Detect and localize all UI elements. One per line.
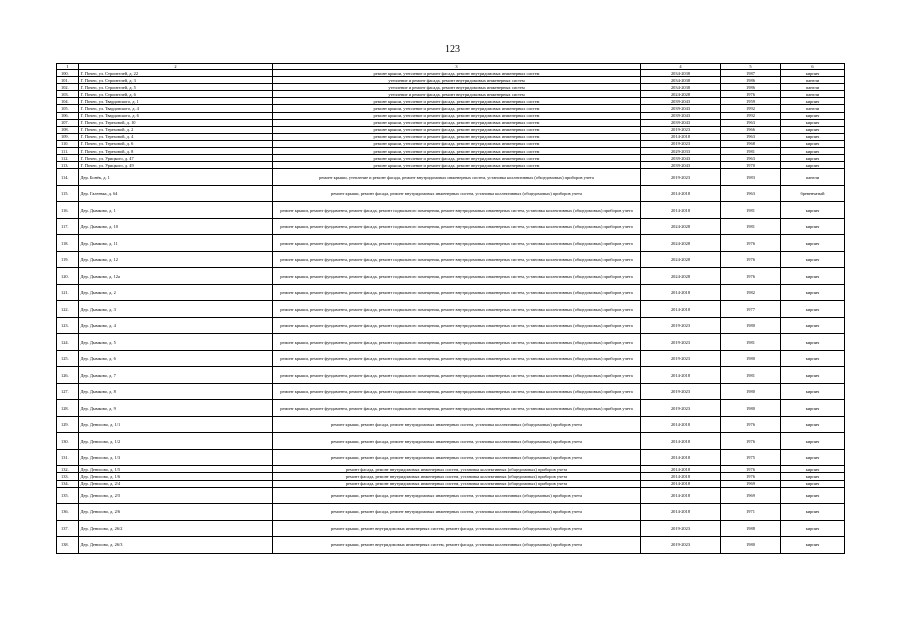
address-cell: Дер. Дымково, д. 6 (79, 350, 273, 367)
table-row (57, 433, 845, 450)
material-cell: кирпич (781, 251, 845, 268)
period-cell: 2014-2018 (641, 487, 721, 504)
header-cell: 4 (641, 64, 721, 70)
row-number: 137. (57, 520, 79, 537)
material-cell: панели (781, 105, 845, 112)
address-cell: Г. Почеп, ул. Тереховой, д. 10 (79, 119, 273, 126)
period-cell: 2014-2018 (641, 504, 721, 521)
table-row (57, 473, 845, 480)
year-cell: 1981 (721, 218, 781, 235)
material-cell: кирпич (781, 449, 845, 466)
address-cell: Дер. Дымково, д. 10 (79, 218, 273, 235)
row-number: 108. (57, 126, 79, 133)
address-cell: Дер. Денисово, д. 26/2 (79, 520, 273, 537)
works-cell: ремонт крыши, утепление и ремонт фасада, ремонт внутридомовых инженерных систем (273, 155, 641, 162)
works-cell: ремонт крыши, ремонт фундамента, ремонт фасада, ремонт подвального помещения, ремонт внутридомовых инженерных систем, установка коллективных (общедомовых) приборов учета (273, 251, 641, 268)
year-cell: 1980 (721, 317, 781, 334)
material-cell: кирпич (781, 112, 845, 119)
period-cell: 2014-2018 (641, 185, 721, 202)
row-number: 106. (57, 112, 79, 119)
works-cell: ремонт фасада, ремонт внутридомовых инженерных систем, установка коллективных (общедомовых) приборов учета (273, 473, 641, 480)
year-cell: 1971 (721, 504, 781, 521)
table-row (57, 367, 845, 384)
material-cell: бревенчатый (781, 185, 845, 202)
table-row (57, 140, 845, 147)
table-row (57, 537, 845, 554)
works-cell: ремонт крыши, утепление и ремонт фасада, ремонт внутридомовых инженерных систем (273, 98, 641, 105)
works-cell: ремонт крыши, ремонт фасада, ремонт внутридомовых инженерных систем, установка коллективных (общедомовых) приборов учета (273, 449, 641, 466)
address-cell: Дер. Дымково, д. 11 (79, 235, 273, 252)
address-cell: Г. Почеп, ул. Тереховой, д. 4 (79, 133, 273, 140)
year-cell: 1976 (721, 433, 781, 450)
material-cell: кирпич (781, 202, 845, 219)
material-cell: панели (781, 169, 845, 186)
table-row (57, 185, 845, 202)
address-cell: Дер. Галеевка, д. 64 (79, 185, 273, 202)
table-row (57, 133, 845, 140)
year-cell: 1959 (721, 98, 781, 105)
header-cell: 1 (57, 64, 79, 70)
material-cell: кирпич (781, 383, 845, 400)
row-number: 129. (57, 416, 79, 433)
row-number: 124. (57, 334, 79, 351)
material-cell: кирпич (781, 119, 845, 126)
works-cell: ремонт крыши, ремонт фундамента, ремонт фасада, ремонт подвального помещения, ремонт внутридомовых инженерных систем, установка коллективных (общедомовых) приборов учета (273, 317, 641, 334)
row-number: 105. (57, 105, 79, 112)
table-row (57, 84, 845, 91)
address-cell: Дер. Денисово, д. 1/3 (79, 449, 273, 466)
material-cell: кирпич (781, 218, 845, 235)
period-cell: 2039-2043 (641, 162, 721, 169)
row-number: 107. (57, 119, 79, 126)
address-cell: Г. Почеп, ул. Тереховой, д. 6 (79, 140, 273, 147)
material-cell: кирпич (781, 350, 845, 367)
period-cell: 2019-2023 (641, 537, 721, 554)
row-number: 128. (57, 400, 79, 417)
material-cell: кирпич (781, 317, 845, 334)
material-cell: кирпич (781, 416, 845, 433)
material-cell: кирпич (781, 433, 845, 450)
works-cell: ремонт крыши, ремонт фундамента, ремонт фасада, ремонт подвального помещения, ремонт внутридомовых инженерных систем, установка коллективных (общедомовых) приборов учета (273, 202, 641, 219)
material-cell: кирпич (781, 162, 845, 169)
works-cell: ремонт крыши, ремонт фасада, ремонт внутридомовых инженерных систем, установка коллективных (общедомовых) приборов учета (273, 504, 641, 521)
works-cell: ремонт крыши, утепление и ремонт фасада, ремонт внутридомовых инженерных систем (273, 162, 641, 169)
row-number: 132. (57, 466, 79, 473)
period-cell: 2019-2023 (641, 169, 721, 186)
row-number: 120. (57, 268, 79, 285)
year-cell: 1988 (721, 520, 781, 537)
table-row (57, 77, 845, 84)
year-cell: 1983 (721, 169, 781, 186)
header-cell: 2 (79, 64, 273, 70)
address-cell: Г. Почеп, ул. Тереховой, д. 8 (79, 148, 273, 155)
table-row (57, 218, 845, 235)
period-cell: 2014-2018 (641, 301, 721, 318)
row-number: 138. (57, 537, 79, 554)
period-cell: 2019-2023 (641, 317, 721, 334)
works-cell: утепление и ремонт фасада, ремонт внутридомовых инженерных систем (273, 84, 641, 91)
period-cell: 2014-2018 (641, 466, 721, 473)
material-cell: кирпич (781, 98, 845, 105)
material-cell: кирпич (781, 235, 845, 252)
works-cell: ремонт крыши, утепление и ремонт фасада, ремонт внутридомовых инженерных систем (273, 70, 641, 77)
row-number: 135. (57, 487, 79, 504)
address-cell: Дер. Денисово, д. 2/5 (79, 487, 273, 504)
row-number: 102. (57, 84, 79, 91)
material-cell: кирпич (781, 284, 845, 301)
address-cell: Дер. Дымково, д. 3 (79, 301, 273, 318)
period-cell: 2014-2018 (641, 416, 721, 433)
address-cell: Г. Почеп, ул. Твардовского, д. 1 (79, 98, 273, 105)
works-cell: ремонт фасада, ремонт внутридомовых инженерных систем, установка коллективных (общедомовых) приборов учета (273, 480, 641, 487)
address-cell: Г. Почеп, ул. Твардовского, д. 4 (79, 105, 273, 112)
period-cell: 2014-2018 (641, 480, 721, 487)
material-cell: кирпич (781, 487, 845, 504)
material-cell: кирпич (781, 268, 845, 285)
repair-schedule-table (56, 63, 845, 554)
table-row (57, 487, 845, 504)
period-cell: 2034-2038 (641, 70, 721, 77)
header-cell: 6 (781, 64, 845, 70)
works-cell: ремонт крыши, ремонт фундамента, ремонт фасада, ремонт подвального помещения, ремонт внутридомовых инженерных систем, установка коллективных (общедомовых) приборов учета (273, 367, 641, 384)
works-cell: ремонт фасада, ремонт внутридомовых инженерных систем, установка коллективных (общедомовых) приборов учета (273, 466, 641, 473)
row-number: 114. (57, 169, 79, 186)
table-row (57, 317, 845, 334)
table-row (57, 202, 845, 219)
row-number: 127. (57, 383, 79, 400)
year-cell: 1975 (721, 449, 781, 466)
works-cell: ремонт крыши, ремонт фундамента, ремонт фасада, ремонт подвального помещения, ремонт внутридомовых инженерных систем, установка коллективных (общедомовых) приборов учета (273, 334, 641, 351)
row-number: 125. (57, 350, 79, 367)
works-cell: ремонт крыши, ремонт фундамента, ремонт фасада, ремонт подвального помещения, ремонт внутридомовых инженерных систем, установка коллективных (общедомовых) приборов учета (273, 284, 641, 301)
table-row (57, 105, 845, 112)
material-cell: кирпич (781, 301, 845, 318)
year-cell: 1992 (721, 105, 781, 112)
row-number: 109. (57, 133, 79, 140)
header-cell: 5 (721, 64, 781, 70)
works-cell: ремонт крыши, ремонт фундамента, ремонт фасада, ремонт подвального помещения, ремонт внутридомовых инженерных систем, установка коллективных (общедомовых) приборов учета (273, 268, 641, 285)
works-cell: ремонт крыши, ремонт фасада, ремонт внутридомовых инженерных систем, установка коллективных (общедомовых) приборов учета (273, 185, 641, 202)
table-row (57, 301, 845, 318)
year-cell: 1976 (721, 251, 781, 268)
address-cell: Дер. Дымково, д. 4 (79, 317, 273, 334)
period-cell: 2039-2043 (641, 119, 721, 126)
row-number: 130. (57, 433, 79, 450)
page-number: 123 (445, 44, 460, 55)
material-cell: кирпич (781, 466, 845, 473)
table-row (57, 148, 845, 155)
row-number: 110. (57, 140, 79, 147)
table-row (57, 504, 845, 521)
works-cell: ремонт крыши, утепление и ремонт фасада, ремонт внутридомовых инженерных систем (273, 126, 641, 133)
material-cell: кирпич (781, 504, 845, 521)
year-cell: 1981 (721, 202, 781, 219)
table-row (57, 480, 845, 487)
year-cell: 1966 (721, 126, 781, 133)
row-number: 118. (57, 235, 79, 252)
material-cell: кирпич (781, 133, 845, 140)
table-row (57, 334, 845, 351)
works-cell: ремонт крыши, утепление и ремонт фасада, ремонт внутридомовых инженерных систем (273, 112, 641, 119)
table-body (57, 64, 845, 554)
period-cell: 2029-2033 (641, 148, 721, 155)
period-cell: 2014-2018 (641, 473, 721, 480)
period-cell: 2034-2038 (641, 77, 721, 84)
year-cell: 1963 (721, 155, 781, 162)
address-cell: Дер. Денисово, д. 2/6 (79, 504, 273, 521)
row-number: 117. (57, 218, 79, 235)
period-cell: 2014-2018 (641, 433, 721, 450)
table-row (57, 449, 845, 466)
table-row (57, 169, 845, 186)
material-cell: кирпич (781, 140, 845, 147)
row-number: 104. (57, 98, 79, 105)
row-number: 116. (57, 202, 79, 219)
works-cell: ремонт крыши, ремонт внутридомовых инженерных систем, ремонт фасада, установка коллективных (общедомовых) приборов учета (273, 520, 641, 537)
year-cell: 1976 (721, 416, 781, 433)
works-cell: ремонт крыши, утепление и ремонт фасада, ремонт внутридомовых инженерных систем (273, 148, 641, 155)
row-number: 111. (57, 148, 79, 155)
works-cell: ремонт крыши, ремонт фундамента, ремонт фасада, ремонт подвального помещения, ремонт внутридомовых инженерных систем, установка коллективных (общедомовых) приборов учета (273, 218, 641, 235)
year-cell: 1970 (721, 162, 781, 169)
year-cell: 1976 (721, 91, 781, 98)
table-row (57, 400, 845, 417)
address-cell: Г. Почеп, ул. Урицкого, д. 49 (79, 162, 273, 169)
material-cell: кирпич (781, 367, 845, 384)
year-cell: 1992 (721, 112, 781, 119)
works-cell: ремонт крыши, утепление и ремонт фасада, ремонт внутридомовых инженерных систем, установка коллективных (общедомовых) приборов учета (273, 169, 641, 186)
material-cell: кирпич (781, 473, 845, 480)
year-cell: 1981 (721, 367, 781, 384)
material-cell: кирпич (781, 126, 845, 133)
period-cell: 2019-2023 (641, 140, 721, 147)
works-cell: ремонт крыши, утепление и ремонт фасада, ремонт внутридомовых инженерных систем (273, 140, 641, 147)
material-cell: кирпич (781, 537, 845, 554)
row-number: 115. (57, 185, 79, 202)
period-cell: 2039-2043 (641, 98, 721, 105)
year-cell: 1986 (721, 77, 781, 84)
row-number: 101. (57, 77, 79, 84)
year-cell: 1963 (721, 133, 781, 140)
period-cell: 2034-2038 (641, 84, 721, 91)
address-cell: Г. Почеп, ул. Урицкого, д. 47 (79, 155, 273, 162)
period-cell: 2024-2028 (641, 251, 721, 268)
year-cell: 1963 (721, 119, 781, 126)
address-cell: Дер. Дымково, д. 12 (79, 251, 273, 268)
works-cell: ремонт крыши, утепление и ремонт фасада, ремонт внутридомовых инженерных систем (273, 119, 641, 126)
year-cell: 1976 (721, 268, 781, 285)
address-cell: Дер. Дымково, д. 2 (79, 284, 273, 301)
period-cell: 2014-2018 (641, 284, 721, 301)
works-cell: утепление и ремонт фасада, ремонт внутридомовых инженерных систем (273, 91, 641, 98)
works-cell: ремонт крыши, ремонт фундамента, ремонт фасада, ремонт подвального помещения, ремонт внутридомовых инженерных систем, установка коллективных (общедомовых) приборов учета (273, 235, 641, 252)
works-cell: ремонт крыши, ремонт фундамента, ремонт фасада, ремонт подвального помещения, ремонт внутридомовых инженерных систем, установка коллективных (общедомовых) приборов учета (273, 383, 641, 400)
address-cell: Г. Почеп, ул. Строителей, д. 6 (79, 91, 273, 98)
period-cell: 2019-2023 (641, 126, 721, 133)
table-row (57, 98, 845, 105)
period-cell: 2019-2023 (641, 383, 721, 400)
works-cell: ремонт крыши, утепление и ремонт фасада, ремонт внутридомовых инженерных систем (273, 133, 641, 140)
table-row (57, 235, 845, 252)
address-cell: Дер. Дымково, д. 9 (79, 400, 273, 417)
table-row (57, 416, 845, 433)
year-cell: 1980 (721, 537, 781, 554)
address-cell: Дер. Денисово, д. 26/3 (79, 537, 273, 554)
period-cell: 2019-2023 (641, 400, 721, 417)
material-cell: кирпич (781, 400, 845, 417)
material-cell: кирпич (781, 148, 845, 155)
row-number: 113. (57, 162, 79, 169)
material-cell: панели (781, 84, 845, 91)
year-cell: 1986 (721, 84, 781, 91)
works-cell: ремонт крыши, ремонт внутридомовых инженерных систем, ремонт фасада, установка коллективных (общедомовых) приборов учета (273, 537, 641, 554)
table-row (57, 126, 845, 133)
year-cell: 1987 (721, 70, 781, 77)
year-cell: 1976 (721, 473, 781, 480)
period-cell: 2039-2043 (641, 112, 721, 119)
address-cell: Г. Почеп, ул. Твардовского, д. 6 (79, 112, 273, 119)
address-cell: Дер. Денисово, д. 2/4 (79, 480, 273, 487)
table-row (57, 466, 845, 473)
address-cell: Дер. Денисово, д. 1/5 (79, 466, 273, 473)
address-cell: Дер. Денисово, д. 1/1 (79, 416, 273, 433)
address-cell: Дер. Денисово, д. 1/6 (79, 473, 273, 480)
address-cell: Г. Почеп, ул. Тереховой, д. 2 (79, 126, 273, 133)
row-number: 103. (57, 91, 79, 98)
row-number: 136. (57, 504, 79, 521)
works-cell: ремонт крыши, ремонт фундамента, ремонт фасада, ремонт подвального помещения, ремонт внутридомовых инженерных систем, установка коллективных (общедомовых) приборов учета (273, 400, 641, 417)
works-cell: ремонт крыши, ремонт фундамента, ремонт фасада, ремонт подвального помещения, ремонт внутридомовых инженерных систем, установка коллективных (общедомовых) приборов учета (273, 350, 641, 367)
row-number: 122. (57, 301, 79, 318)
address-cell: Дер. Бонёк, д. 1 (79, 169, 273, 186)
year-cell: 1982 (721, 284, 781, 301)
year-cell: 1981 (721, 334, 781, 351)
material-cell: панели (781, 91, 845, 98)
year-cell: 1980 (721, 383, 781, 400)
period-cell: 2024-2028 (641, 268, 721, 285)
period-cell: 2014-2018 (641, 133, 721, 140)
period-cell: 2014-2018 (641, 202, 721, 219)
material-cell: кирпич (781, 520, 845, 537)
address-cell: Г. Почеп, ул. Строителей, д. 22 (79, 70, 273, 77)
period-cell: 2039-2043 (641, 155, 721, 162)
table-row (57, 91, 845, 98)
year-cell: 1976 (721, 466, 781, 473)
period-cell: 2019-2023 (641, 334, 721, 351)
works-cell: ремонт крыши, ремонт фасада, ремонт внутридомовых инженерных систем, установка коллективных (общедомовых) приборов учета (273, 416, 641, 433)
period-cell: 2039-2043 (641, 105, 721, 112)
material-cell: кирпич (781, 480, 845, 487)
table-row (57, 383, 845, 400)
table-row (57, 119, 845, 126)
table-row (57, 520, 845, 537)
works-cell: ремонт крыши, утепление и ремонт фасада, ремонт внутридомовых инженерных систем (273, 105, 641, 112)
row-number: 133. (57, 473, 79, 480)
table-row (57, 70, 845, 77)
table-row (57, 162, 845, 169)
period-cell: 2014-2018 (641, 449, 721, 466)
address-cell: Дер. Денисово, д. 1/2 (79, 433, 273, 450)
address-cell: Г. Почеп, ул. Строителей, д. 5 (79, 84, 273, 91)
year-cell: 1963 (721, 185, 781, 202)
year-cell: 1981 (721, 148, 781, 155)
works-cell: ремонт крыши, ремонт фундамента, ремонт фасада, ремонт подвального помещения, ремонт внутридомовых инженерных систем, установка коллективных (общедомовых) приборов учета (273, 301, 641, 318)
table-row (57, 284, 845, 301)
table-row (57, 155, 845, 162)
address-cell: Дер. Дымково, д. 7 (79, 367, 273, 384)
year-cell: 1968 (721, 140, 781, 147)
material-cell: панели (781, 77, 845, 84)
row-number: 123. (57, 317, 79, 334)
header-cell: 3 (273, 64, 641, 70)
address-cell: Дер. Дымково, д. 1 (79, 202, 273, 219)
period-cell: 2024-2028 (641, 218, 721, 235)
period-cell: 2019-2023 (641, 520, 721, 537)
works-cell: ремонт крыши, ремонт фасада, ремонт внутридомовых инженерных систем, установка коллективных (общедомовых) приборов учета (273, 433, 641, 450)
material-cell: кирпич (781, 334, 845, 351)
year-cell: 1969 (721, 480, 781, 487)
address-cell: Дер. Дымково, д. 8 (79, 383, 273, 400)
works-cell: утепление и ремонт фасада, ремонт внутридомовых инженерных систем (273, 77, 641, 84)
year-cell: 1980 (721, 350, 781, 367)
row-number: 126. (57, 367, 79, 384)
year-cell: 1976 (721, 235, 781, 252)
period-cell: 2024-2028 (641, 91, 721, 98)
material-cell: кирпич (781, 70, 845, 77)
table-row (57, 251, 845, 268)
row-number: 119. (57, 251, 79, 268)
table-row (57, 268, 845, 285)
row-number: 134. (57, 480, 79, 487)
period-cell: 2014-2018 (641, 367, 721, 384)
year-cell: 1977 (721, 301, 781, 318)
row-number: 112. (57, 155, 79, 162)
address-cell: Дер. Дымково, д. 12а (79, 268, 273, 285)
period-cell: 2019-2023 (641, 350, 721, 367)
works-cell: ремонт крыши, ремонт фасада, ремонт внутридомовых инженерных систем, установка коллективных (общедомовых) приборов учета (273, 487, 641, 504)
address-cell: Дер. Дымково, д. 5 (79, 334, 273, 351)
material-cell: кирпич (781, 155, 845, 162)
table-row (57, 112, 845, 119)
year-cell: 1969 (721, 487, 781, 504)
table-row (57, 350, 845, 367)
row-number: 131. (57, 449, 79, 466)
row-number: 121. (57, 284, 79, 301)
year-cell: 1980 (721, 400, 781, 417)
row-number: 100. (57, 70, 79, 77)
period-cell: 2024-2028 (641, 235, 721, 252)
address-cell: Г. Почеп, ул. Строителей, д. 3 (79, 77, 273, 84)
